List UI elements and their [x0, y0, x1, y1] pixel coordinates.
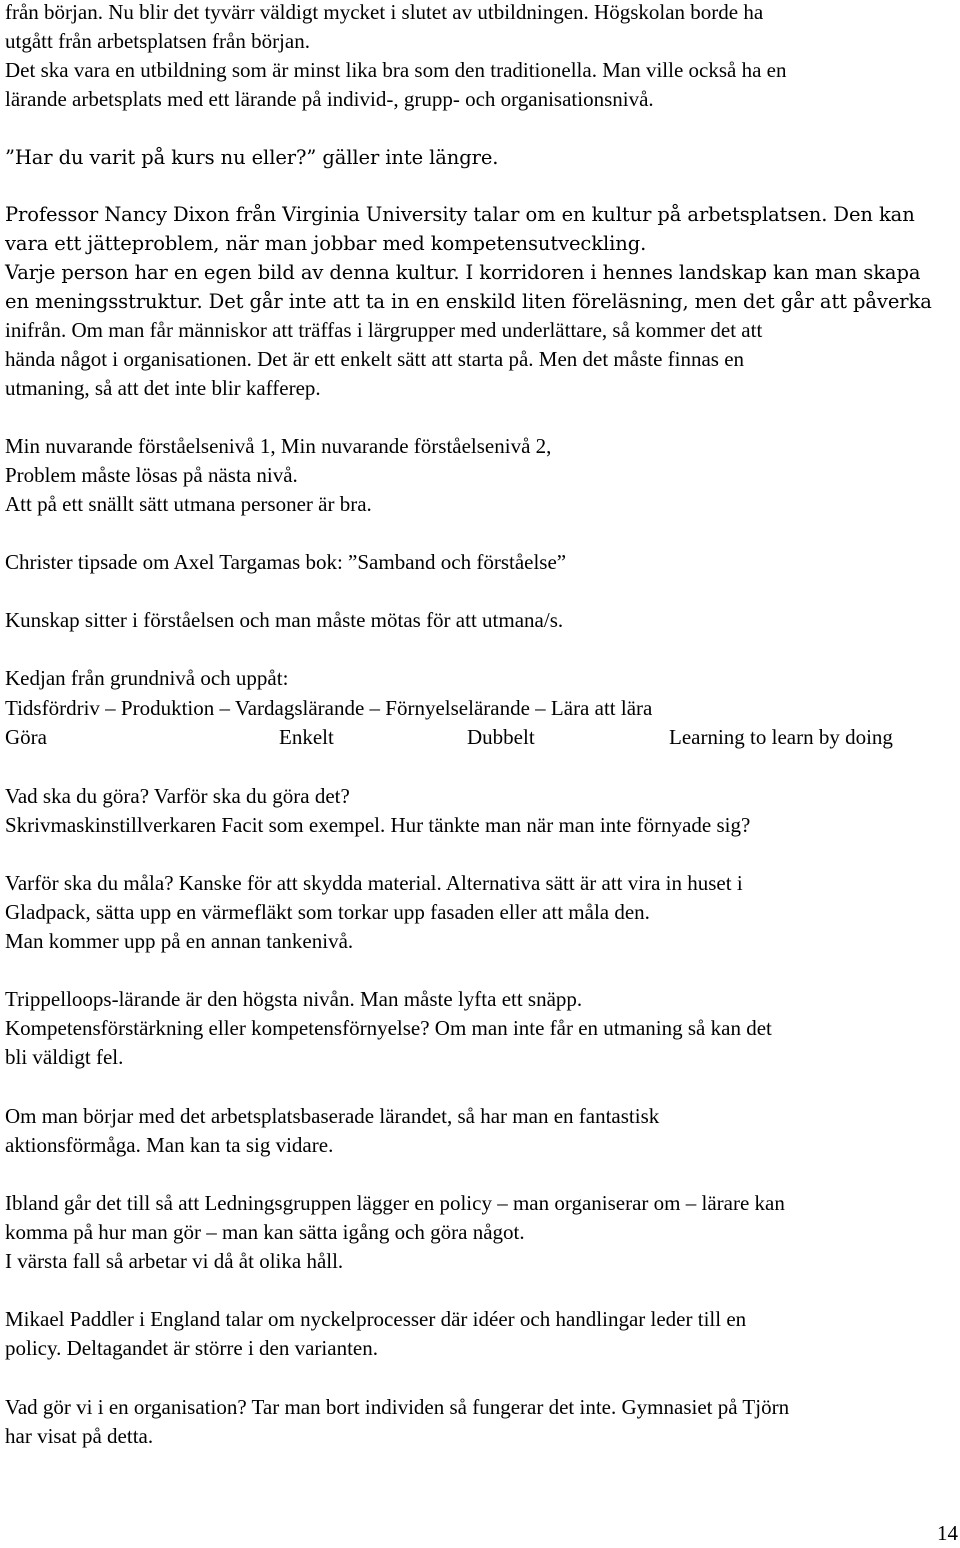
text-line: Gladpack, sätta upp en värmefläkt som torkar upp fasaden eller att måla den.: [5, 900, 650, 924]
text-line: Professor Nancy Dixon från Virginia University talar om en kultur på arbetsplatsen. Den kan: [5, 203, 915, 226]
text-line: Min nuvarande förståelsenivå 1, Min nuvarande förståelsenivå 2,: [5, 434, 552, 458]
text-line: Man kommer upp på en annan tankenivå.: [5, 929, 354, 953]
chain-item: Learning to learn by doing: [669, 725, 893, 749]
text-line: Trippelloops-lärande är den högsta nivån. Man måste lyfta ett snäpp.: [5, 987, 583, 1011]
text-line: Tidsfördriv – Produktion – Vardagslärande – Förnyelselärande – Lära att lära: [5, 696, 653, 720]
text-line: Ibland går det till så att Ledningsgruppen lägger en policy – man organiserar om – lärare kan: [5, 1191, 785, 1215]
text-line: ”Har du varit på kurs nu eller?” gäller inte längre.: [5, 146, 499, 169]
text-line: en meningsstruktur. Det går inte att ta in en enskild liten föreläsning, men det går att påverka: [5, 290, 932, 313]
text-line: Om man börjar med det arbetsplatsbaserade lärandet, så har man en fantastisk: [5, 1104, 660, 1128]
text-line: Kedjan från grundnivå och uppåt:: [5, 666, 289, 690]
text-line: aktionsförmåga. Man kan ta sig vidare.: [5, 1133, 334, 1157]
text-line: Att på ett snällt sätt utmana personer är bra.: [5, 492, 372, 516]
text-line: policy. Deltagandet är större i den varianten.: [5, 1336, 378, 1360]
text-line: utgått från arbetsplatsen från början.: [5, 29, 310, 53]
text-line: utmaning, så att det inte blir kafferep.: [5, 376, 321, 400]
text-line: Det ska vara en utbildning som är minst lika bra som den traditionella. Man ville också ha en: [5, 58, 787, 82]
text-line: har visat på detta.: [5, 1424, 154, 1448]
text-line: Varför ska du måla? Kanske för att skydda material. Alternativa sätt är att vira in huset i: [5, 871, 743, 895]
text-line: Kunskap sitter i förståelsen och man måste mötas för att utmana/s.: [5, 608, 564, 632]
page-number: 14: [937, 1521, 958, 1545]
text-line: Vad gör vi i en organisation? Tar man bort individen så fungerar det inte. Gymnasiet på Tjörn: [5, 1395, 790, 1419]
text-line: Varje person har en egen bild av denna kultur. I korridoren i hennes landskap kan man skapa: [5, 261, 921, 284]
text-line: komma på hur man gör – man kan sätta igång och göra något.: [5, 1220, 525, 1244]
text-line: Mikael Paddler i England talar om nyckelprocesser där idéer och handlingar leder till en: [5, 1307, 747, 1331]
text-line: Problem måste lösas på nästa nivå.: [5, 463, 298, 487]
text-line: I värsta fall så arbetar vi då åt olika håll.: [5, 1249, 344, 1273]
text-line: Kompetensförstärkning eller kompetensförnyelse? Om man inte får en utmaning så kan det: [5, 1016, 772, 1040]
chain-item: Dubbelt: [467, 725, 535, 749]
text-line: Skrivmaskinstillverkaren Facit som exempel. Hur tänkte man när man inte förnyade sig?: [5, 813, 751, 837]
text-line: Christer tipsade om Axel Targamas bok: ”Samband och förståelse”: [5, 550, 567, 574]
text-line: från början. Nu blir det tyvärr väldigt mycket i slutet av utbildningen. Högskolan borde ha: [5, 0, 764, 24]
text-line: bli väldigt fel.: [5, 1045, 124, 1069]
text-line: inifrån. Om man får människor att träffas i lärgrupper med underlättare, så kommer det att: [5, 318, 763, 342]
text-line: Vad ska du göra? Varför ska du göra det?: [5, 784, 350, 808]
chain-item: Göra: [5, 725, 47, 749]
chain-item: Enkelt: [279, 725, 334, 749]
text-line: lärande arbetsplats med ett lärande på individ-, grupp- och organisationsnivå.: [5, 87, 654, 111]
text-line: hända något i organisationen. Det är ett enkelt sätt att starta på. Men det måste finnas en: [5, 347, 745, 371]
text-line: vara ett jätteproblem, när man jobbar med kompetensutveckling.: [5, 232, 647, 255]
